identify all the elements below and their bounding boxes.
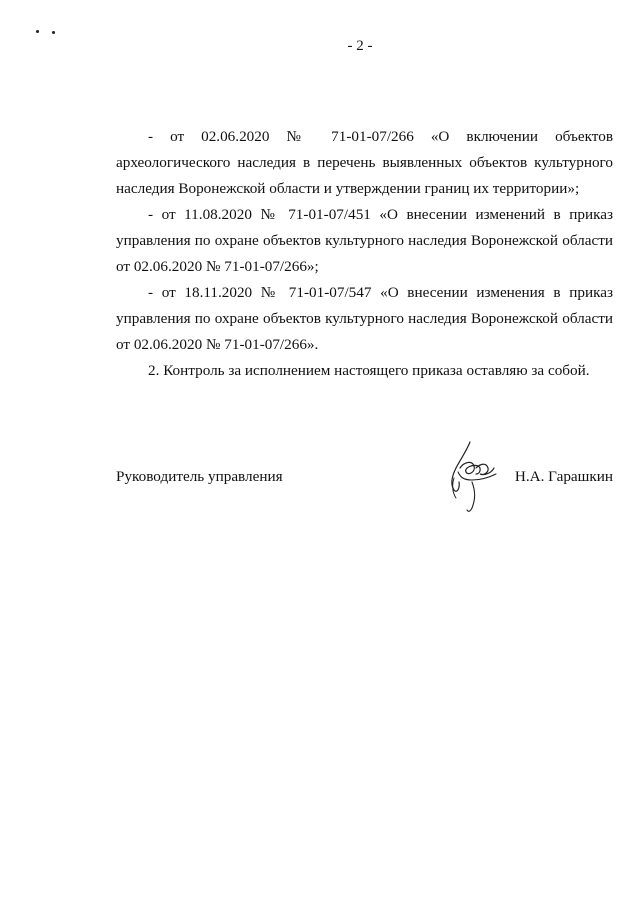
scan-speck — [36, 30, 39, 33]
handwritten-signature — [442, 438, 502, 518]
paragraph-order-451: - от 11.08.2020 № 71-01-07/451 «О внесении изменений в приказ управления по охране объектов культурного наследия Воронежской области от 02.06.2020 № 71-01-07/266»; — [116, 206, 613, 275]
paragraph-control-clause: 2. Контроль за исполнением настоящего приказа оставляю за собой. — [148, 362, 590, 379]
scan-speck — [52, 31, 55, 34]
signatory-title: Руководитель управления — [116, 468, 283, 485]
paragraph-order-266: - от 02.06.2020 № 71-01-07/266 «О включении объектов археологического наследия в перечень выявленных объектов культурного наследия Воронежской области и утверждении границ их территории»; — [116, 128, 613, 197]
signatory-name: Н.А. Гарашкин — [514, 468, 613, 485]
page-number: - 2 - — [347, 38, 373, 54]
paragraph-order-547: - от 18.11.2020 № 71-01-07/547 «О внесении изменения в приказ управления по охране объектов культурного наследия Воронежской области от 02.06.2020 № 71-01-07/266». — [116, 284, 613, 353]
document-body — [116, 124, 613, 384]
